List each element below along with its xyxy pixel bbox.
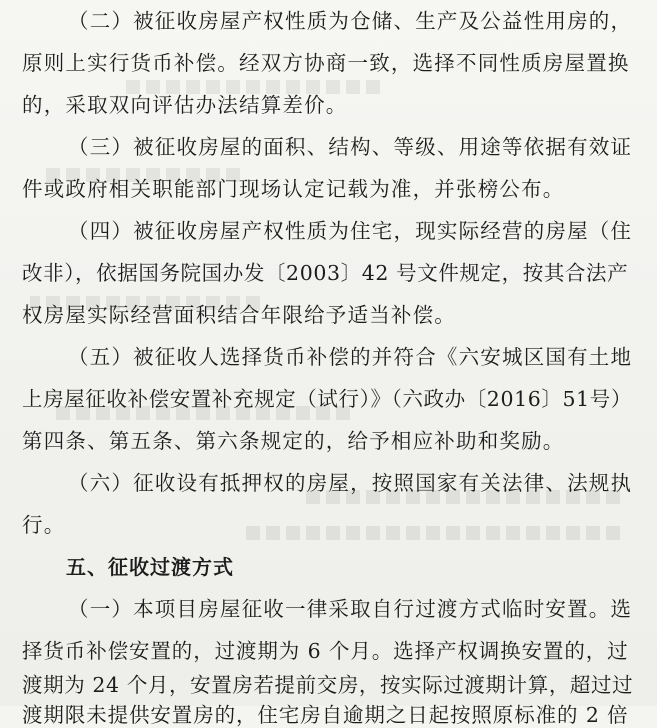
paragraph-2-line-2: 原则上实行货币补偿。经双方协商一致，选择不同性质房屋置换 (22, 51, 630, 75)
bleed-through-mark (240, 526, 620, 540)
section-5-paragraph-1-line-2: 择货币补偿安置的，过渡期为 6 个月。选择产权调换安置的，过 (22, 639, 629, 663)
paragraph-4-line-1: （四）被征收房屋产权性质为住宅，现实际经营的房屋（住 (68, 219, 633, 243)
paragraph-5-line-1: （五）被征收人选择货币补偿的并符合《六安城区国有土地 (68, 345, 633, 369)
paragraph-3-line-2: 件或政府相关职能部门现场认定记载为准，并张榜公布。 (22, 177, 565, 201)
section-5-paragraph-1-line-3: 渡期为 24 个月，安置房若提前交房，按实际过渡期计算，超过过 (22, 673, 634, 697)
section-heading: 五、征收过渡方式 (66, 555, 234, 579)
paragraph-6-line-1: （六）征收设有抵押权的房屋，按照国家有关法律、法规执 (68, 471, 633, 495)
paragraph-6-line-2: 行。 (22, 513, 66, 537)
section-5-paragraph-1-line-1: （一）本项目房屋征收一律采取自行过渡方式临时安置。选 (68, 597, 633, 621)
paragraph-2-line-1: （二）被征收房屋产权性质为仓储、生产及公益性用房的， (68, 9, 633, 33)
paragraph-3-line-1: （三）被征收房屋的面积、结构、等级、用途等依据有效证 (68, 135, 633, 159)
paragraph-4-line-3: 权房屋实际经营面积结合年限给予适当补偿。 (22, 303, 456, 327)
paragraph-5-line-2: 上房屋征收补偿安置补充规定（试行）》（六政办〔2016〕51号） (22, 387, 632, 411)
paragraph-2-line-3: 的，采取双向评估办法结算差价。 (22, 93, 348, 117)
paragraph-4-line-2: 改非），依据国务院国办发〔2003〕42 号文件规定，按其合法产 (22, 261, 629, 285)
section-5-paragraph-1-line-4: 渡期限未提供安置房的，住宅房自逾期之日起按照原标准的 2 倍 (22, 703, 629, 727)
paragraph-5-line-3: 第四条、第五条、第六条规定的，给予相应补助和奖励。 (22, 429, 565, 453)
